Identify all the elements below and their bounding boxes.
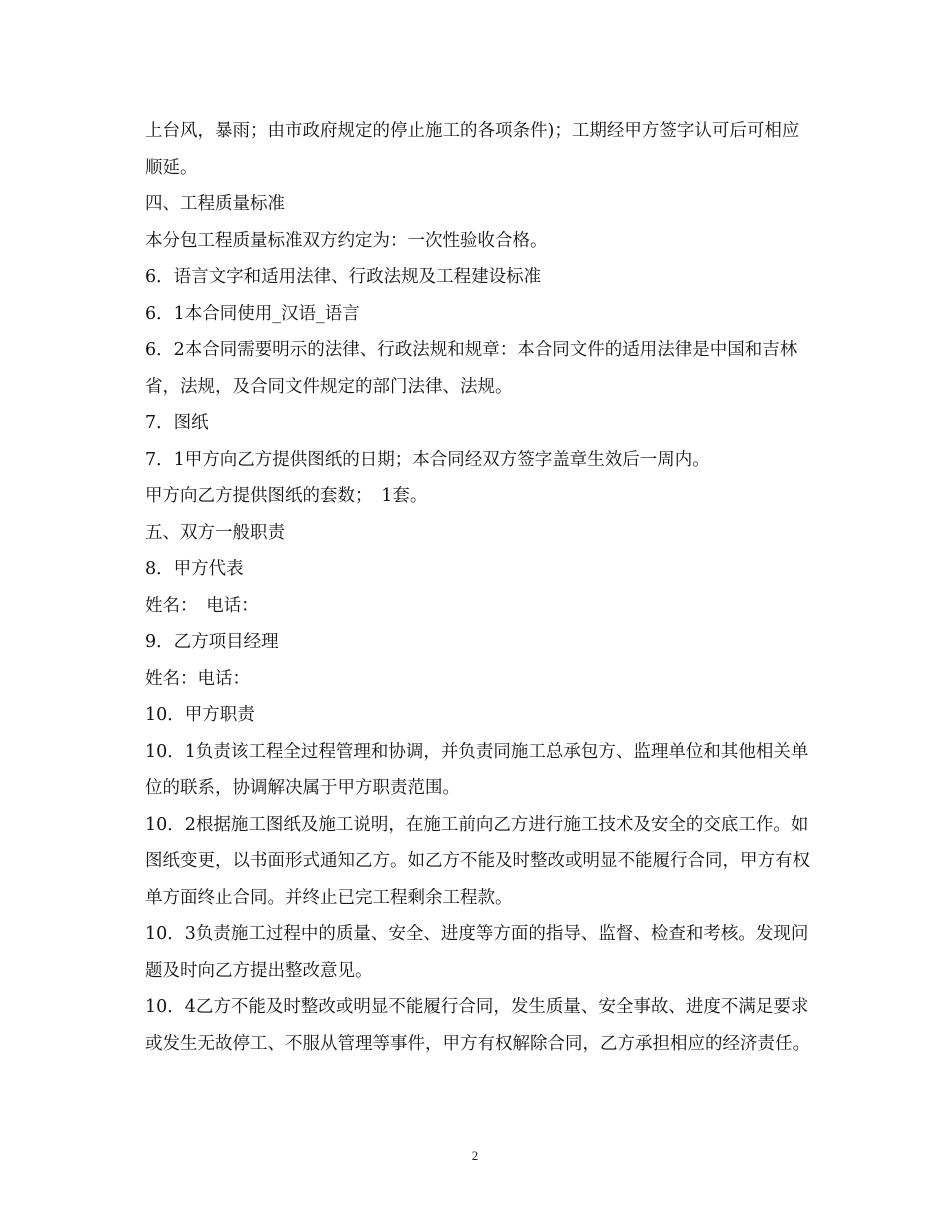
clause-heading-7: 7．图纸: [145, 413, 209, 433]
clause-10-4: 10．4乙方不能及时整改或明显不能履行合同，发生质量、安全事故、进度不满足要求或发生无故停工、不服从管理等事件，甲方有权解除合同，乙方承担相应的经济责任。: [145, 997, 810, 1054]
section-heading-duties: 五、双方一般职责: [145, 522, 285, 543]
clause-6-2: 6．2本合同需要明示的法律、行政法规和规章：本合同文件的适用法律是中国和吉林省，法规，及合同文件规定的部门法律、法规。: [145, 340, 798, 397]
clause-10-1: 10．1负责该工程全过程管理和协调，并负责同施工总承包方、监理单位和其他相关单位的联系，协调解决属于甲方职责范围。: [145, 741, 809, 798]
document-body: [145, 113, 810, 1062]
section-heading-quality: 四、工程质量标准: [145, 194, 285, 214]
party-a-contact-line: 姓名： 电话：: [145, 595, 259, 616]
clause-heading-8: 8．甲方代表: [145, 559, 244, 579]
clause-heading-10: 10．甲方职责: [145, 705, 255, 725]
clause-7-1: 7．1甲方向乙方提供图纸的日期；本合同经双方签字盖章生效后一周内。: [145, 449, 710, 470]
clause-6-1: 6．1本合同使用_汉语_语言: [145, 303, 360, 324]
clause-heading-6: 6．语言文字和适用法律、行政法规及工程建设标准: [145, 267, 542, 287]
paragraph-quality-standard: 本分包工程质量标准双方约定为：一次性验收合格。: [145, 230, 548, 251]
page-number: 2: [471, 1148, 479, 1163]
clause-10-3: 10．3负责施工过程中的质量、安全、进度等方面的指导、监督、检查和考核。发现问题及时向乙方提出整改意见。: [145, 924, 809, 981]
party-b-contact-line: 姓名：电话：: [145, 668, 250, 689]
paragraph-delay-conditions: 上台风，暴雨；由市政府规定的停止施工的各项条件)；工期经甲方签字认可后可相应顺延。: [145, 121, 800, 178]
clause-heading-9: 9．乙方项目经理: [145, 632, 279, 652]
clause-10-2: 10．2根据施工图纸及施工说明，在施工前向乙方进行施工技术及安全的交底工作。如图纸变更，以书面形式通知乙方。如乙方不能及时整改或明显不能履行合同，甲方有权单方面终止合同。并终止已完工程剩余工程款。: [145, 814, 810, 908]
paragraph-drawing-sets: 甲方向乙方提供图纸的套数； 1套。: [145, 486, 428, 506]
